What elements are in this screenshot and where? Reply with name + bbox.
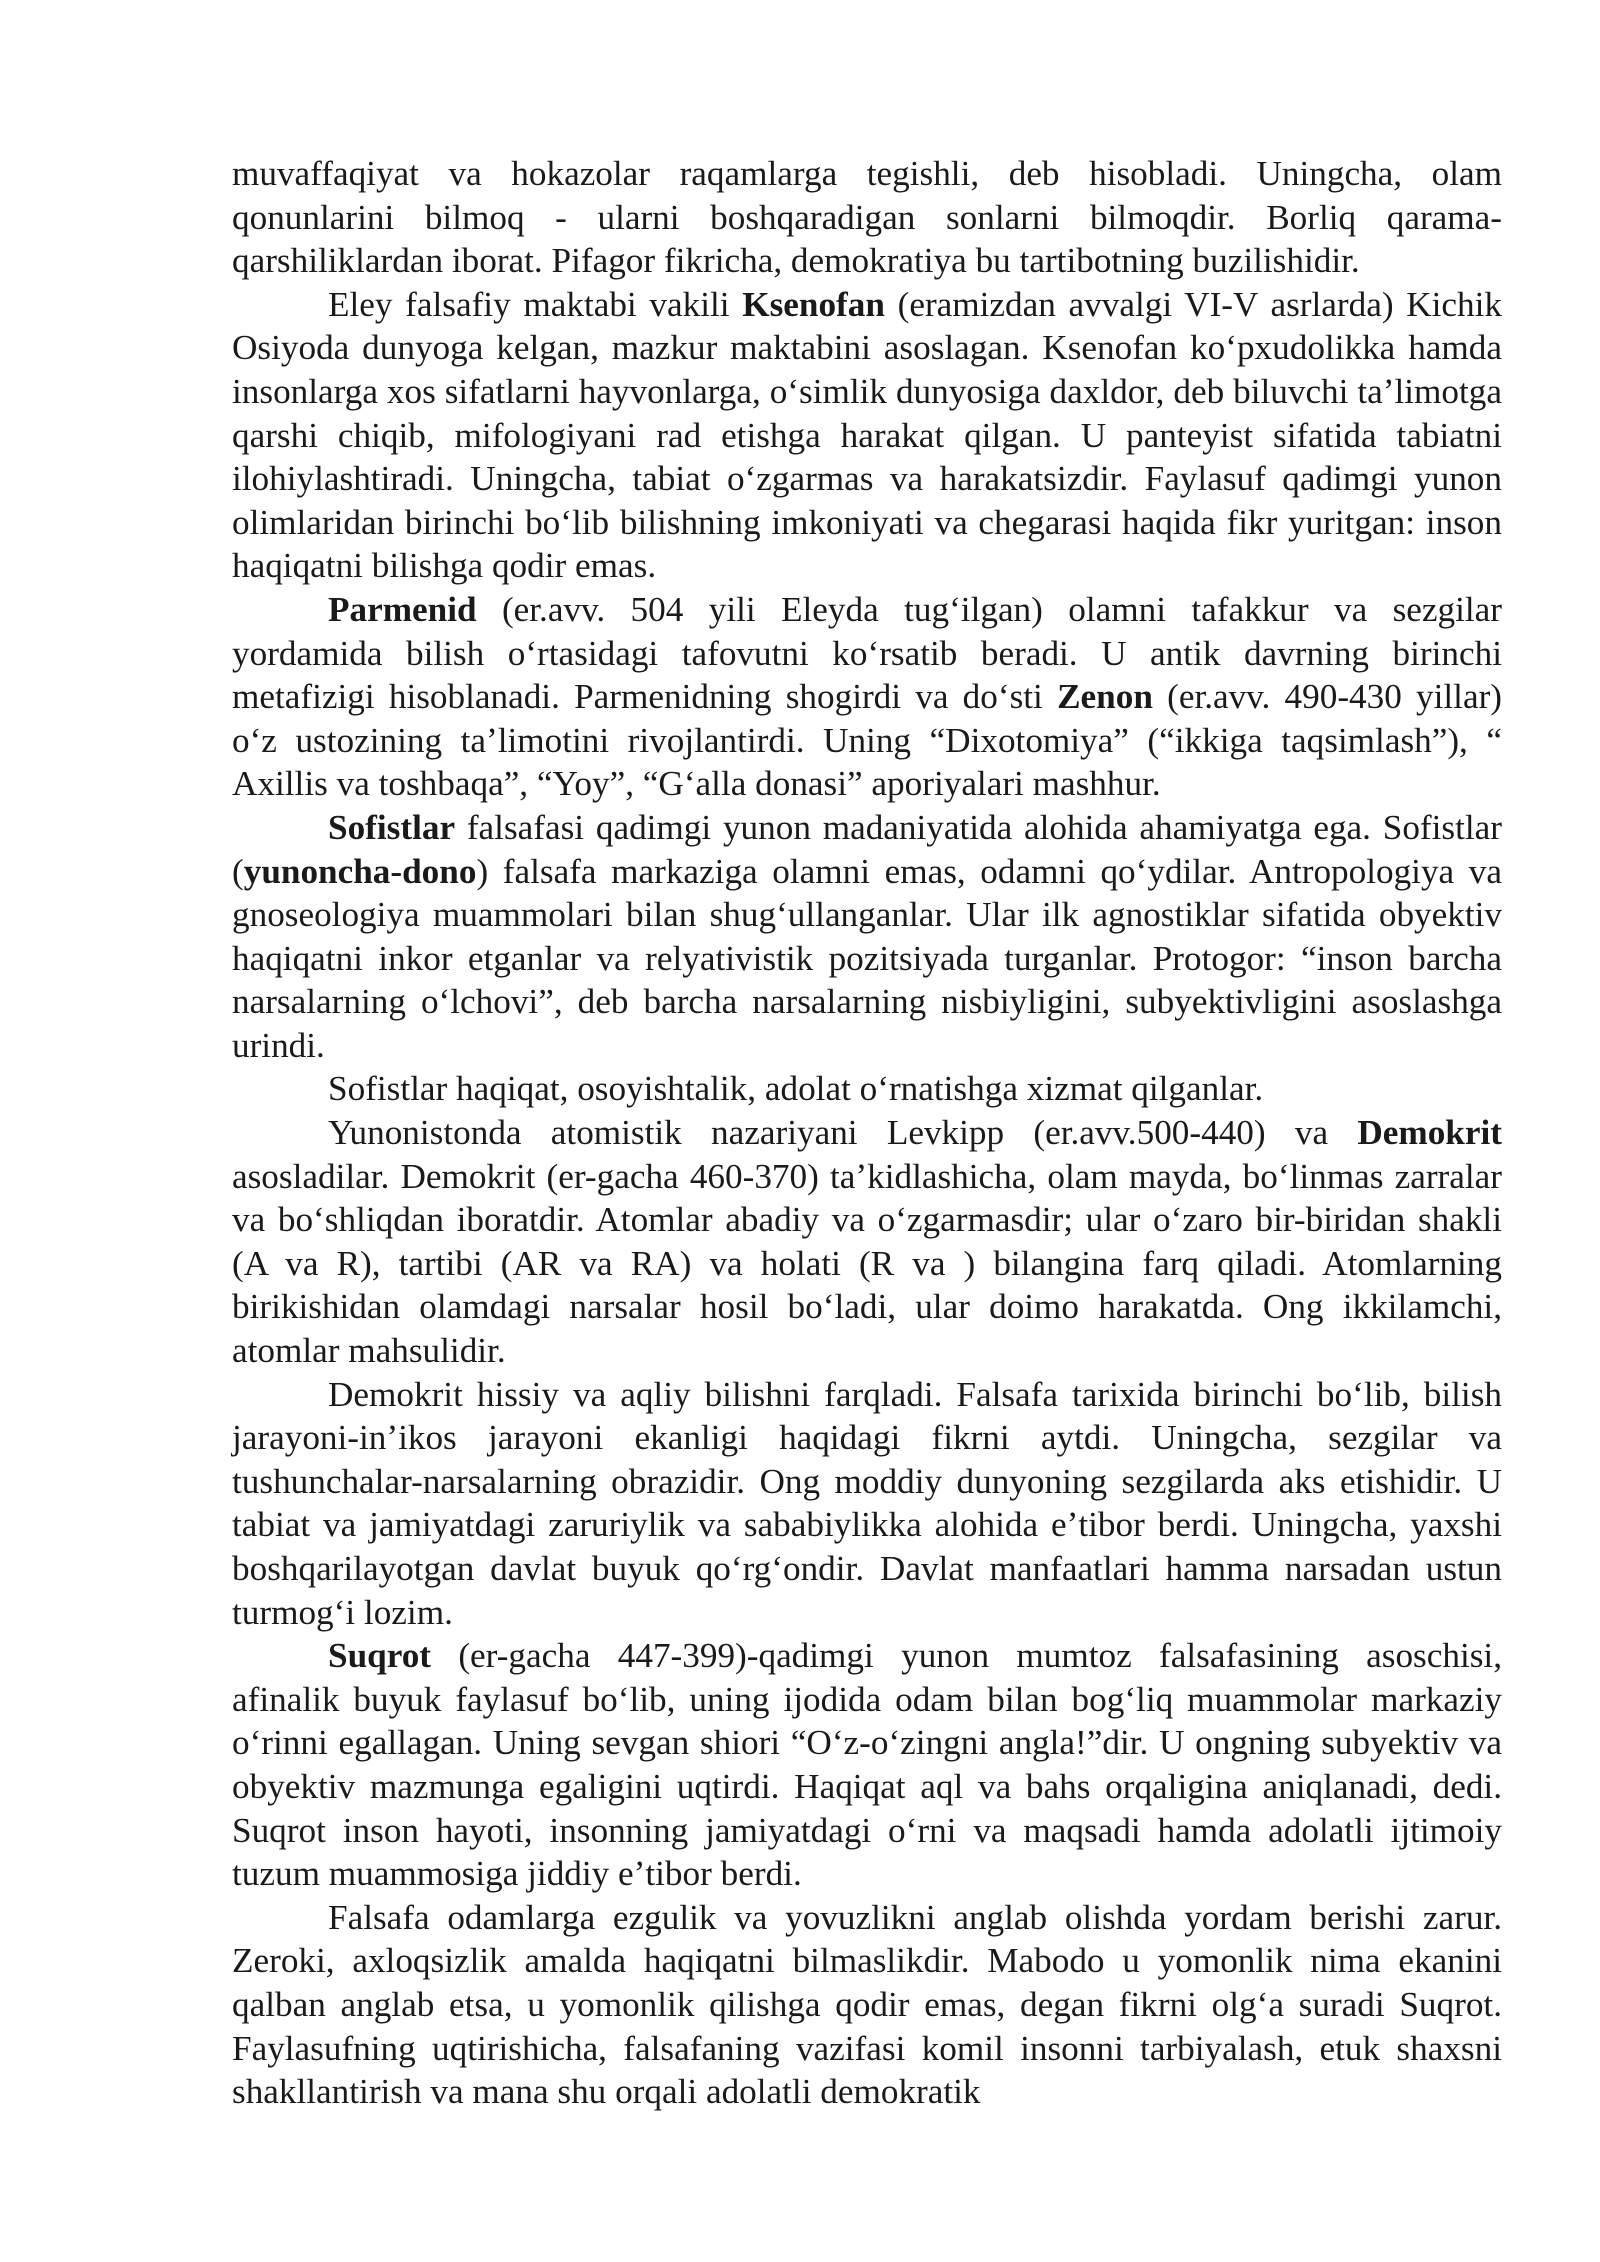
text-run: Eley falsafiy maktabi vakili: [328, 284, 743, 324]
bold-term: Suqrot: [328, 1636, 432, 1676]
text-run: (er.avv. 490-430 yillar) oʻz ustozining taʼlimotini rivojlantirdi. Uning “Dixotomiya” (“ikkiga taqsimlash”), “ Axillis va toshbaqa”, “Yoy”, “Gʻalla donasi” aporiyalari mashhur.: [232, 677, 1503, 804]
paragraph-falsafa: [232, 1896, 1502, 2114]
text-run: (er.avv. 504 yili Eleyda tugʻilgan) olamni tafakkur va sezgilar yordamida bilish oʻrtasidagi tafovutni koʻrsatib beradi. U antik davrning birinchi metafizigi hisoblanadi. Parmenidning shogirdi va doʻsti: [232, 589, 1502, 717]
bold-term: Parmenid: [328, 589, 477, 629]
bold-term: Zenon: [1057, 677, 1153, 717]
bold-term: Ksenofan: [742, 284, 885, 324]
text-run: ) falsafa markaziga olamni emas, odamni qoʻydilar. Antropologiya va gnoseologiya muammolari bilan shugʻullanganlar. Ular ilk agnostiklar sifatida obyektiv haqiqatni inkor etganlar va relyativistik pozitsiyada turganlar. Protogor: “inson barcha narsalarning oʻlchovi”, deb barcha narsalarning nisbiyligini, subyektivligini asoslashga urindi.: [232, 851, 1502, 1065]
bold-term: yunoncha-dono: [243, 851, 477, 891]
bold-term: Sofistlar: [328, 807, 456, 847]
text-run: Sofistlar haqiqat, osoyishtalik, adolat oʻrnatishga xizmat qilganlar.: [328, 1069, 1264, 1109]
paragraph-demokrit-bilish: [232, 1373, 1502, 1635]
text-run: Demokrit hissiy va aqliy bilishni farqladi. Falsafa tarixida birinchi boʻlib, bilish jarayoni-inʼikos jarayoni ekanligi haqidagi fikrni aytdi. Uningcha, sezgilar va tushunchalar-narsalarning obrazidir. Ong moddiy dunyoning sezgilarda aks etishidir. U tabiat va jamiyatdagi zaruriylik va sababiylikka alohida eʼtibor berdi. Uningcha, yaxshi boshqarilayotgan davlat buyuk qoʻrgʻondir. Davlat manfaatlari hamma narsadan ustun turmogʻi lozim.: [232, 1374, 1502, 1632]
text-run: Yunonistonda atomistik nazariyani Levkipp (er.avv.500-440) va: [328, 1113, 1358, 1153]
text-run: asosladilar. Demokrit (er-gacha 460-370) taʼkidlashicha, olam mayda, boʻlinmas zarralar va boʻshliqdan iboratdir. Atomlar abadiy va oʻzgarmasdir; ular oʻzaro bir-biridan shakli (A va R), tartibi (AR va RA) va holati (R va ) bilangina farq qiladi. Atomlarning birikishidan olamdagi narsalar hosil boʻladi, ular doimo harakatda. Ong ikkilamchi, atomlar mahsulidir.: [232, 1156, 1502, 1371]
paragraph-sofistlar-short: [232, 1067, 1502, 1111]
paragraph-pifagor-end: [232, 152, 1502, 283]
text-run: muvaffaqiyat va hokazolar raqamlarga tegishli, deb hisobladi. Uningcha, olam qonunlarini bilmoq - ularni boshqaradigan sonlarni bilmoqdir. Borliq qarama-qarshiliklardan iborat. Pifagor fikricha, demokratiya bu tartibotning buzilishidir.: [232, 154, 1502, 281]
text-run: falsafasi qadimgi yunon madaniyatida alohida ahamiyatga ega. Sofistlar (: [232, 807, 1502, 891]
paragraph-demokrit: [232, 1111, 1502, 1373]
text-run: (eramizdan avvalgi VI-V asrlarda) Kichik Osiyoda dunyoga kelgan, mazkur maktabini asoslagan. Ksenofan koʻpxudolikka hamda insonlarga xos sifatlarni hayvonlarga, oʻsimlik dunyosiga daxldor, deb biluvchi taʼlimotga qarshi chiqib, mifologiyani rad etishga harakat qilgan. U panteyist sifatida tabiatni ilohiylashtiradi. Uningcha, tabiat oʻzgarmas va harakatsizdir. Faylasuf qadimgi yunon olimlaridan birinchi boʻlib bilishning imkoniyati va chegarasi haqida fikr yuritgan: inson haqiqatni bilishga qodir emas.: [232, 284, 1502, 586]
paragraph-suqrot: [232, 1634, 1502, 1896]
text-run: Falsafa odamlarga ezgulik va yovuzlikni anglab olishda yordam berishi zarur. Zeroki, axloqsizlik amalda haqiqatni bilmaslikdir. Mabodo u yomonlik nima ekanini qalban anglab etsa, u yomonlik qilishga qodir emas, degan fikrni olgʻa suradi Suqrot. Faylasufning uqtirishicha, falsafaning vazifasi komil insonni tarbiyalash, etuk shaxsni shakllantirish va mana shu orqali adolatli demokratik: [232, 1897, 1502, 2112]
paragraph-parmenid: [232, 588, 1502, 806]
document-page: [232, 152, 1502, 2114]
paragraph-sofistlar: [232, 806, 1502, 1068]
paragraph-ksenofan: [232, 283, 1502, 588]
text-run: (er-gacha 447-399)-qadimgi yunon mumtoz falsafasining asoschisi, afinalik buyuk faylasuf boʻlib, uning ijodida odam bilan bogʻliq muammolar markaziy oʻrinni egallagan. Uning sevgan shiori “Oʻz-oʻzingni angla!”dir. U ongning subyektiv va obyektiv mazmunga egaligini uqtirdi. Haqiqat aql va bahs orqaligina aniqlanadi, dedi. Suqrot inson hayoti, insonning jamiyatdagi oʻrni va maqsadi hamda adolatli ijtimoiy tuzum muammosiga jiddiy eʼtibor berdi.: [232, 1636, 1502, 1894]
bold-term: Demokrit: [1357, 1113, 1502, 1153]
